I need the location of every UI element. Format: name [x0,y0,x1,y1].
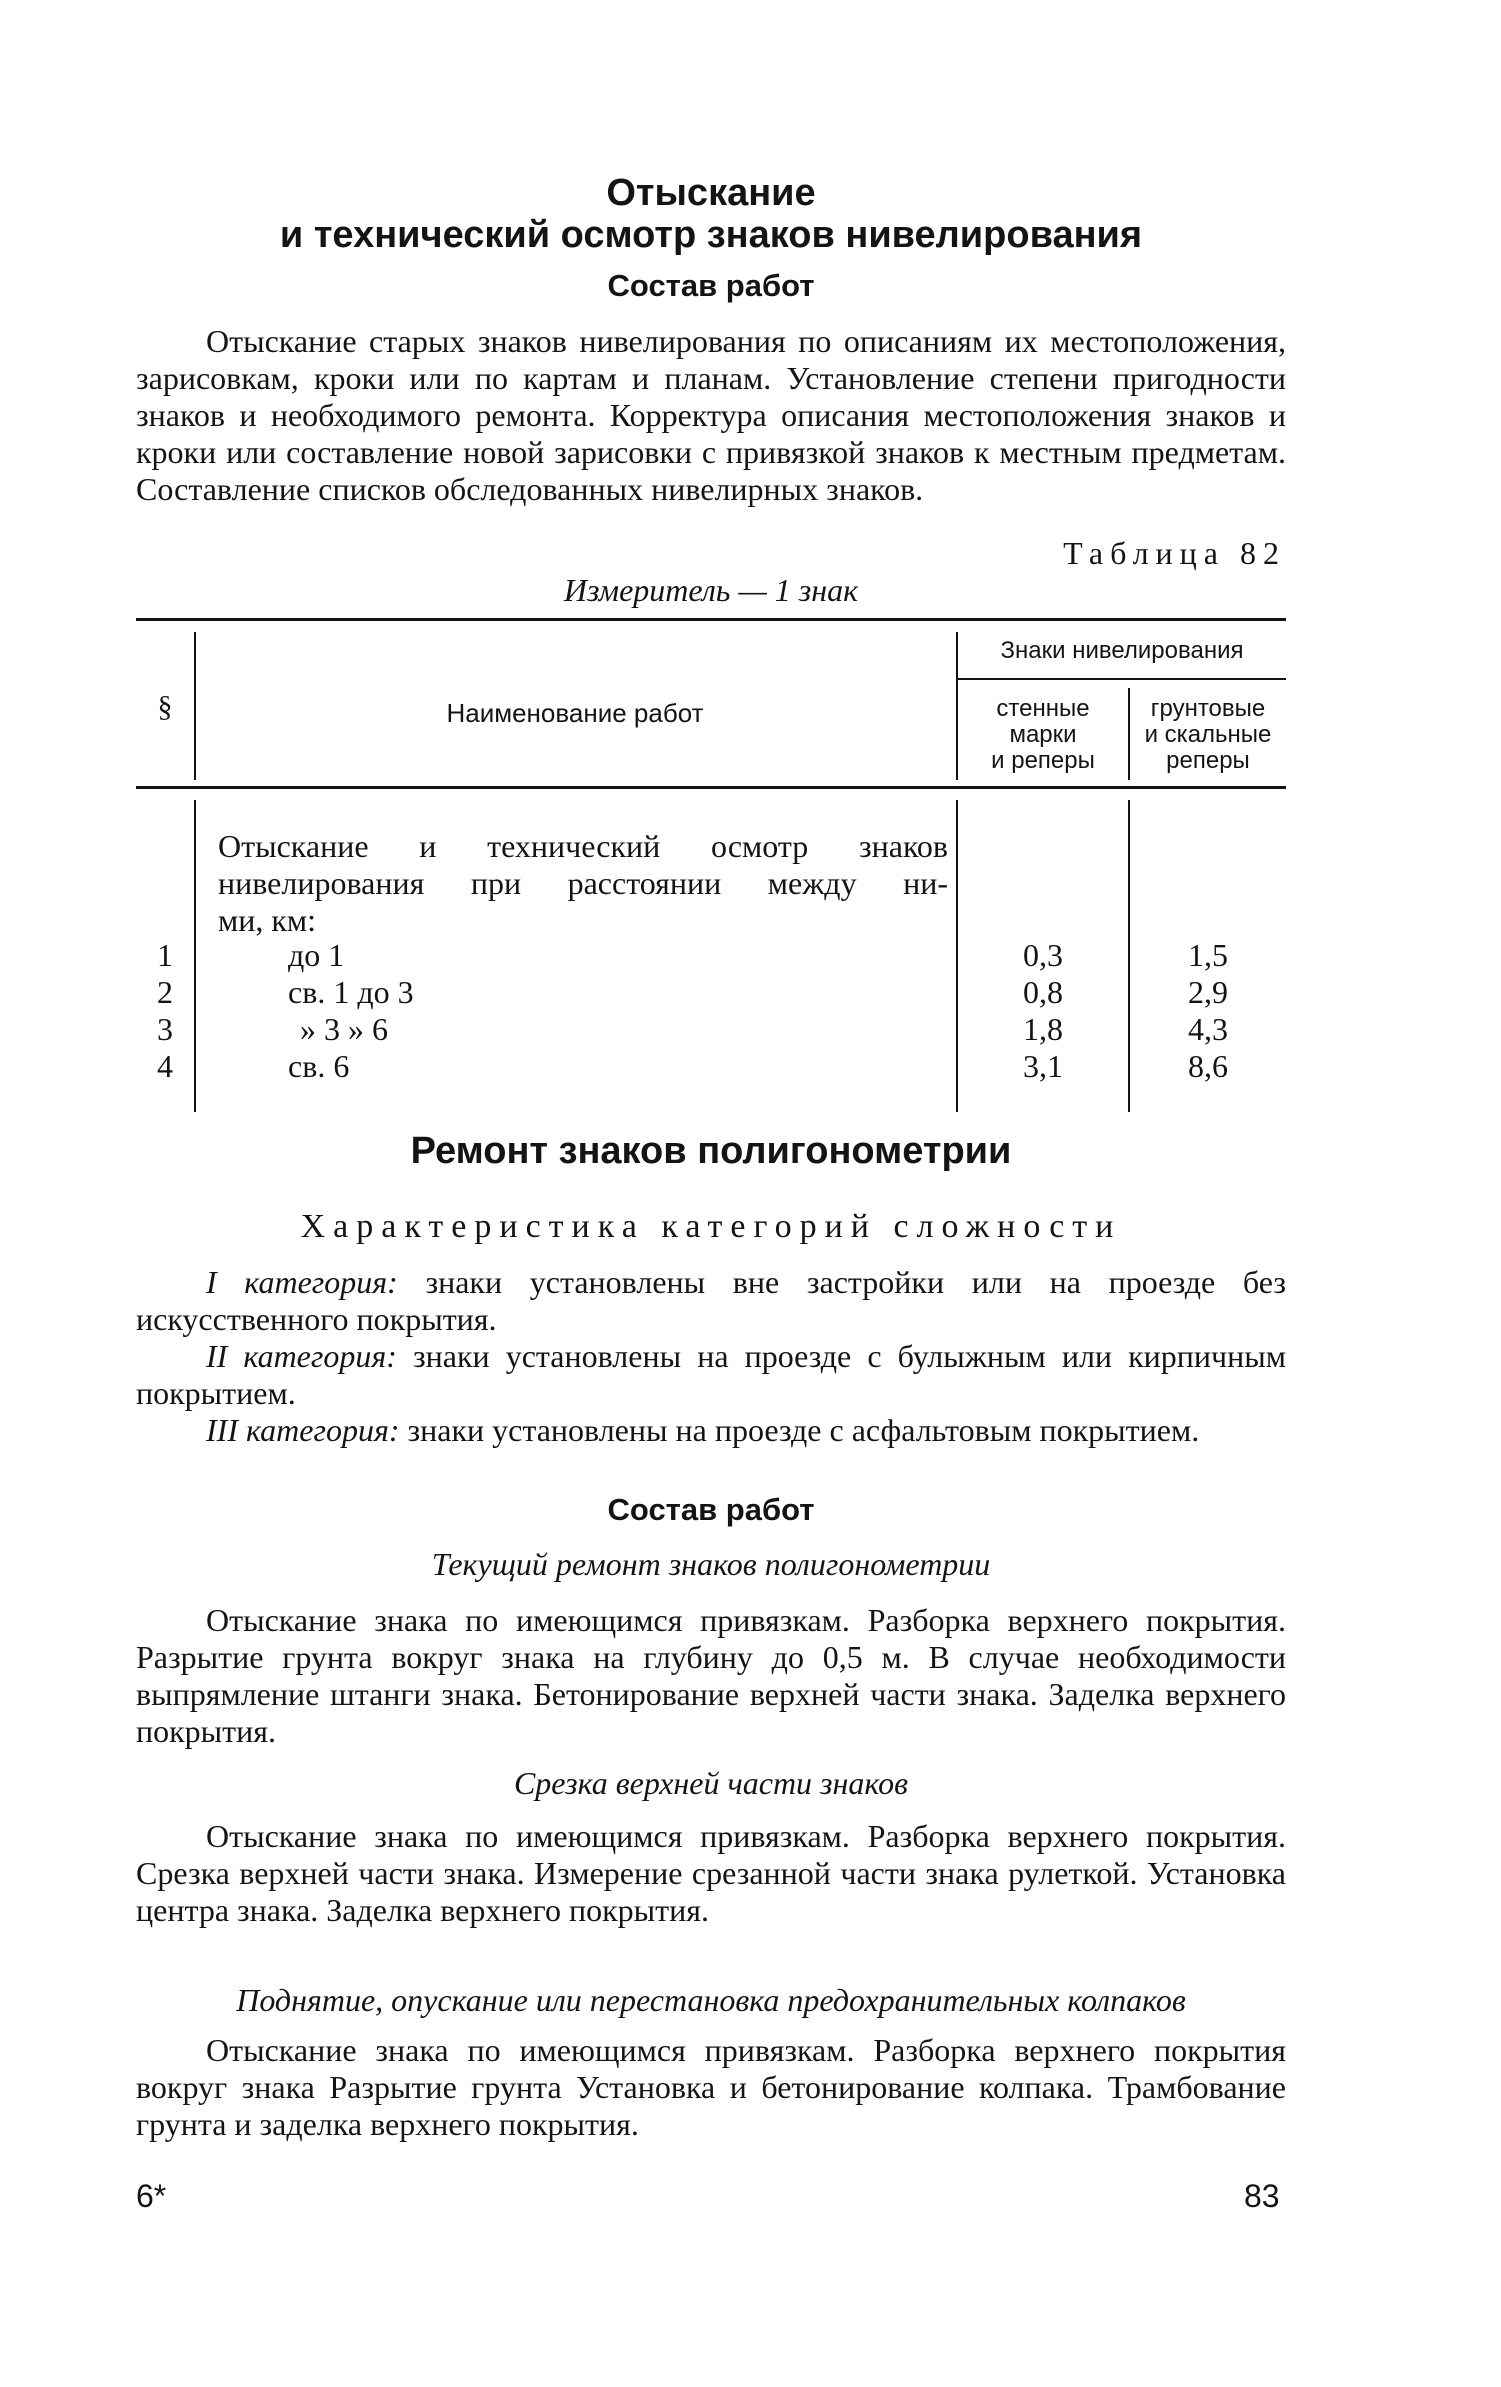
row-col2: 8,6 [1188,1048,1228,1084]
header-col2-line3: реперы [1166,747,1250,774]
table-intro-line2: нивелирования при расстоянии между ни- [218,865,948,901]
subsection-1-text: Отыскание знака по имеющимся привязкам. Разборка верхнего покрытия. Разрытие грунта вокруг знака на глубину до 0,5 м. В случае необходимости выпрямление штанги знака. Бетонирование верхней части знака. Заделка верхнего покрытия. [136,1602,1286,1749]
header-group: Знаки нивелирования [1000,637,1244,664]
category-1 [136,1264,1286,1338]
row-num: 3 [157,1011,173,1047]
header-col1-line2: марки [1009,721,1077,748]
row-num: 1 [157,937,173,973]
page-number: 83 [1244,2178,1280,2214]
subsection-3-text: Отыскание знака по имеющимся привязкам. Разборка верхнего покрытия вокруг знака Разрытие грунта Установка и бетонирование колпака. Трамбование грунта и заделка верхнего покрытия. [136,2032,1286,2142]
table-intro-line1: Отыскание и технический осмотр знаков [218,828,948,864]
row-col1: 3,1 [1023,1048,1063,1084]
table-group-rule [956,678,1286,680]
header-section-mark: § [157,690,173,723]
subsection-2-title: Срезка верхней части знаков [513,1765,909,1801]
categories-heading: Характеристика категорий сложности [300,1208,1122,1245]
row-num: 4 [157,1048,173,1084]
table-header-rule [136,786,1286,789]
row-num: 2 [157,974,173,1010]
header-name: Наименование работ [446,698,704,728]
row-name: до 1 [288,937,345,973]
row-col1: 0,8 [1023,974,1063,1010]
section-subtitle: Состав работ [607,268,815,303]
category-2-label: II категория: [206,1338,397,1374]
row-name: св. 6 [288,1048,350,1084]
table-top-rule [136,618,1286,621]
table-intro-line3: ми, км: [218,902,317,938]
section-title-line1: Отыскание [606,172,816,214]
section-paragraph: Отыскание старых знаков нивелирования по описаниям их местоположения, зарисовкам, кроки или по картам и планам. Установление степени пригодности знаков и необходимого ремонта. Корректура описания местоположения знаков и кроки или составление новой зарисовки с привязкой знаков к местным предметам. Составление списков обследованных нивелирных знаков. [136,323,1286,507]
row-col1: 1,8 [1023,1011,1063,1047]
row-name: св. 1 до 3 [288,974,414,1010]
category-2 [136,1338,1286,1412]
row-col2: 4,3 [1188,1011,1228,1047]
row-col1: 0,3 [1023,937,1063,973]
table-vline-1-body [194,800,196,1112]
section2-title: Ремонт знаков полигонометрии [410,1130,1012,1172]
category-1-text: знаки установлены вне застройки или на проезде без искусственного покрытия. [136,1264,1287,1337]
footer-signature-mark: 6* [136,2178,167,2214]
category-3-label: III категория: [206,1412,400,1448]
category-3-text: знаки установлены на проезде с асфальтовым покрытием. [399,1412,1200,1448]
header-col1-line1: стенные [996,695,1090,722]
row-name: » 3 » 6 [300,1011,388,1047]
section-title-line2: и технический осмотр знаков нивелирования [279,214,1143,256]
category-1-label: I категория: [206,1264,398,1300]
row-col2: 1,5 [1188,937,1228,973]
table-label: Таблица 82 [1063,535,1286,571]
header-col2-line1: грунтовые [1150,695,1266,722]
category-3 [136,1412,1286,1449]
table-measure: Измеритель — 1 знак [563,572,859,608]
subsection-1-title: Текущий ремонт знаков полигонометрии [431,1546,991,1582]
subsection-3-title: Поднятие, опускание или перестановка предохранительных колпаков [236,1982,1186,2018]
works-heading: Состав работ [607,1492,815,1527]
header-col1-line3: и реперы [991,747,1095,774]
row-col2: 2,9 [1188,974,1228,1010]
subsection-2-text: Отыскание знака по имеющимся привязкам. Разборка верхнего покрытия. Срезка верхней части знака. Измерение срезанной части знака рулеткой. Установка центра знака. Заделка верхнего покрытия. [136,1818,1286,1928]
category-2-text: знаки установлены на проезде с булыжным или кирпичным покрытием. [136,1338,1287,1411]
header-col2-line2: и скальные [1144,721,1272,748]
